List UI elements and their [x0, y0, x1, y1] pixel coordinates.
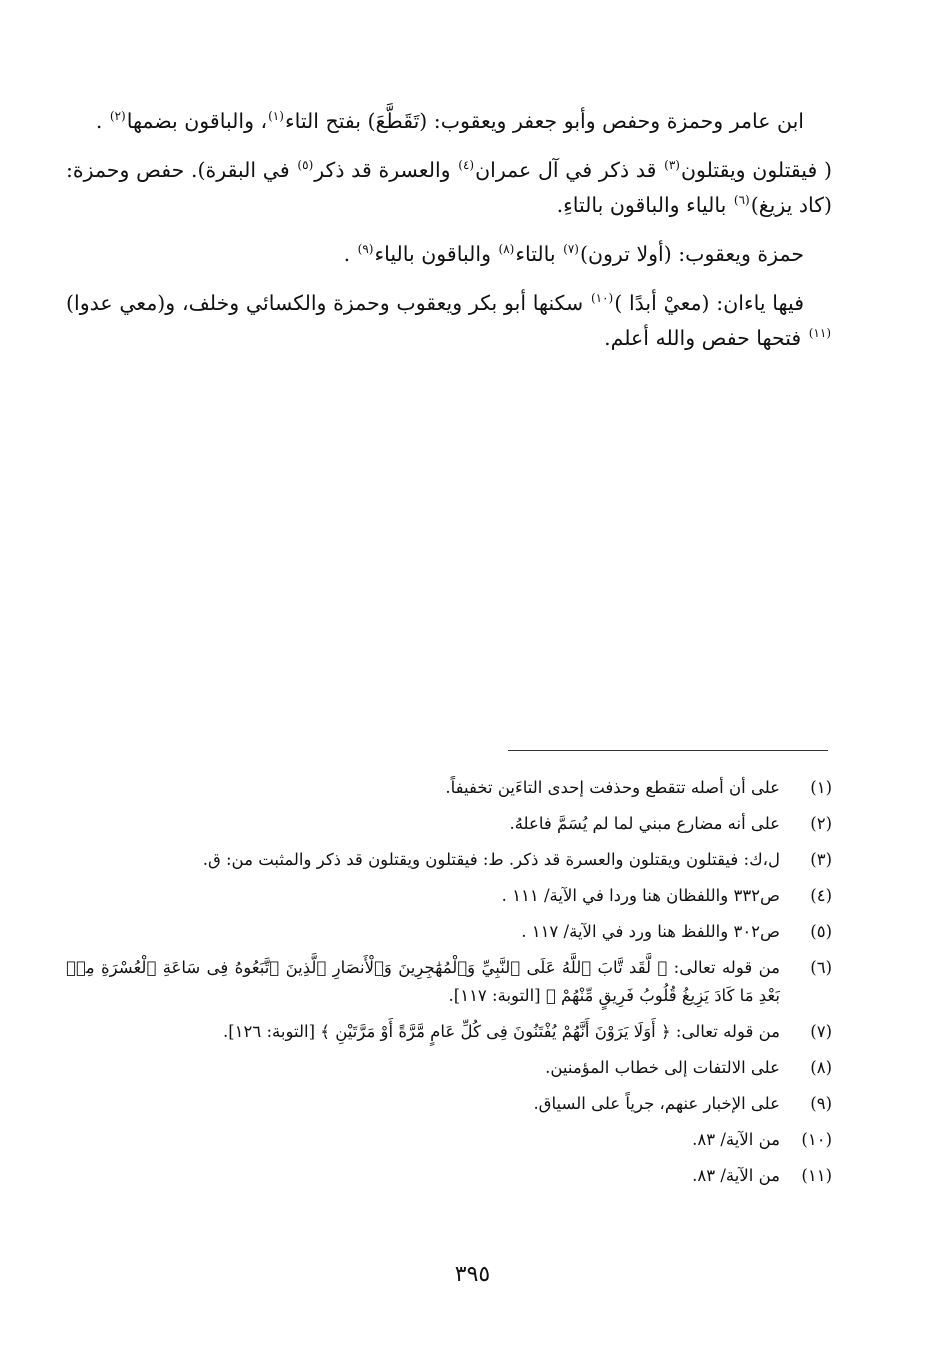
text-run: بالياء والباقون بالتاءِ. — [556, 193, 733, 217]
footnote-8 — [66, 1050, 832, 1086]
footnote-9 — [66, 1086, 832, 1122]
text-run: . — [95, 109, 109, 133]
footnote-number: (٦) — [810, 958, 832, 977]
text-run: حمزة ويعقوب: (أولا ترون) — [579, 242, 804, 266]
footnote-number: (٥) — [810, 922, 832, 941]
footnote-number: (٣) — [810, 850, 832, 869]
footnote-ref-9[interactable]: (٩) — [357, 242, 374, 257]
footnote-3 — [66, 842, 832, 878]
text-run: فتحها حفص والله أعلم. — [604, 326, 808, 350]
footnote-text: ص٣٣٢ واللفظان هنا وردا في الآية/ ١١١ . — [501, 886, 780, 905]
footnote-2 — [66, 806, 832, 842]
text-run: والعسرة قد ذكر — [314, 158, 458, 182]
footnote-text: على أنه مضارع مبني لما لم يُسَمَّ فاعلهُ. — [509, 814, 780, 833]
text-run: بالتاء — [515, 242, 563, 266]
footnote-ref-6[interactable]: (٦) — [733, 193, 750, 208]
footnote-ref-7[interactable]: (٧) — [563, 242, 579, 257]
footnote-4 — [66, 878, 832, 914]
main-text — [66, 104, 832, 370]
footnotes-list — [66, 770, 832, 1194]
footnote-text: من الآية/ ٨٣. — [692, 1166, 780, 1185]
footnote-text: من الآية/ ٨٣. — [692, 1130, 780, 1149]
text-run: والباقون بالياء — [374, 242, 498, 266]
footnote-number: (٧) — [810, 1022, 832, 1041]
footnote-ref-4[interactable]: (٤) — [458, 158, 475, 173]
footnote-ref-8[interactable]: (٨) — [498, 242, 515, 257]
footnote-text: ص٣٠٢ واللفظ هنا ورد في الآية/ ١١٧ . — [521, 922, 780, 941]
text-run: سكنها أبو بكر ويعقوب وحمزة والكسائي وخلف، و(معي عدوا) — [66, 291, 590, 315]
footnote-10 — [66, 1122, 832, 1158]
footnote-5 — [66, 914, 832, 950]
footnote-number: (٩) — [810, 1094, 832, 1113]
footnote-text: ل،ك: فيقتلون ويقتلون والعسرة قد ذكر. ط: فيقتلون ويقتلون قد ذكر والمثبت من: ق. — [202, 850, 780, 869]
footnote-ref-5[interactable]: (٥) — [297, 158, 314, 173]
page-number: ٣٩٥ — [454, 1262, 491, 1287]
text-run: . — [343, 242, 357, 266]
paragraph-3 — [66, 237, 832, 272]
text-run: ، والباقون بضمها — [126, 109, 268, 133]
footnote-number: (١٠) — [801, 1130, 832, 1149]
footnote-11 — [66, 1158, 832, 1194]
footnote-text: من قوله تعالى: ﴿ أَوَلَا يَرَوْنَ أَنَّهُمْ يُفْتَنُونَ فِى كُلِّ عَامٍ مَّرَّةً أَوْ مَرَّتَيْنِ ﴾ [التوبة: ١٢٦]. — [222, 1022, 780, 1041]
footnote-text: على الالتفات إلى خطاب المؤمنين. — [545, 1058, 780, 1077]
text-run: قد ذكر في آل عمران — [475, 158, 664, 182]
text-run: في البقرة). حفص وحمزة: (كاد يزيغ) — [66, 158, 832, 217]
footnote-text: على أن أصله تتقطع وحذفت إحدى التاءَين تخفيفاً. — [445, 778, 780, 797]
footnote-1 — [66, 770, 832, 806]
paragraph-2 — [66, 153, 832, 223]
footnote-ref-3[interactable]: (٣) — [664, 158, 680, 173]
footnote-number: (٢) — [810, 814, 832, 833]
footnote-text: على الإخبار عنهم، جرياً على السياق. — [533, 1094, 780, 1113]
footnote-7 — [66, 1014, 832, 1050]
footnote-ref-11[interactable]: (١١) — [808, 326, 831, 341]
footnote-number: (٤) — [810, 886, 832, 905]
footnote-separator — [508, 750, 828, 751]
text-run: ابن عامر وحمزة وحفص وأبو جعفر ويعقوب: (تَقَطَّعَ) بفتح التاء — [284, 109, 804, 133]
paragraph-4 — [66, 286, 832, 356]
footnote-ref-1[interactable]: (١) — [268, 109, 284, 124]
footnote-ref-2[interactable]: (٢) — [109, 109, 126, 124]
footnote-number: (١) — [810, 778, 832, 797]
text-run: فيها ياءان: (معيْ أبدًا ) — [614, 291, 804, 315]
footnote-text: من قوله تعالى: ﴿ لَّقَد تَّابَ ٱللَّهُ عَلَى ٱلنَّبِيِّ وَٱلْمُهَٰجِرِينَ وَٱلْأَنصَارِ ٱلَّذِينَ ٱتَّبَعُوهُ فِى سَاعَةِ ٱلْعُسْرَةِ مِنۢ بَعْدِ مَا كَادَ يَزِيغُ قُلُوبُ فَرِيقٍ مِّنْهُمْ ﴾ [التوبة: ١١٧]. — [66, 958, 780, 1005]
footnote-number: (٨) — [810, 1058, 832, 1077]
text-run: ( فيقتلون ويقتلون — [680, 158, 832, 182]
footnote-6 — [66, 950, 832, 1014]
footnote-ref-10[interactable]: (١٠) — [590, 291, 614, 306]
footnote-number: (١١) — [801, 1166, 832, 1185]
paragraph-1 — [66, 104, 832, 139]
